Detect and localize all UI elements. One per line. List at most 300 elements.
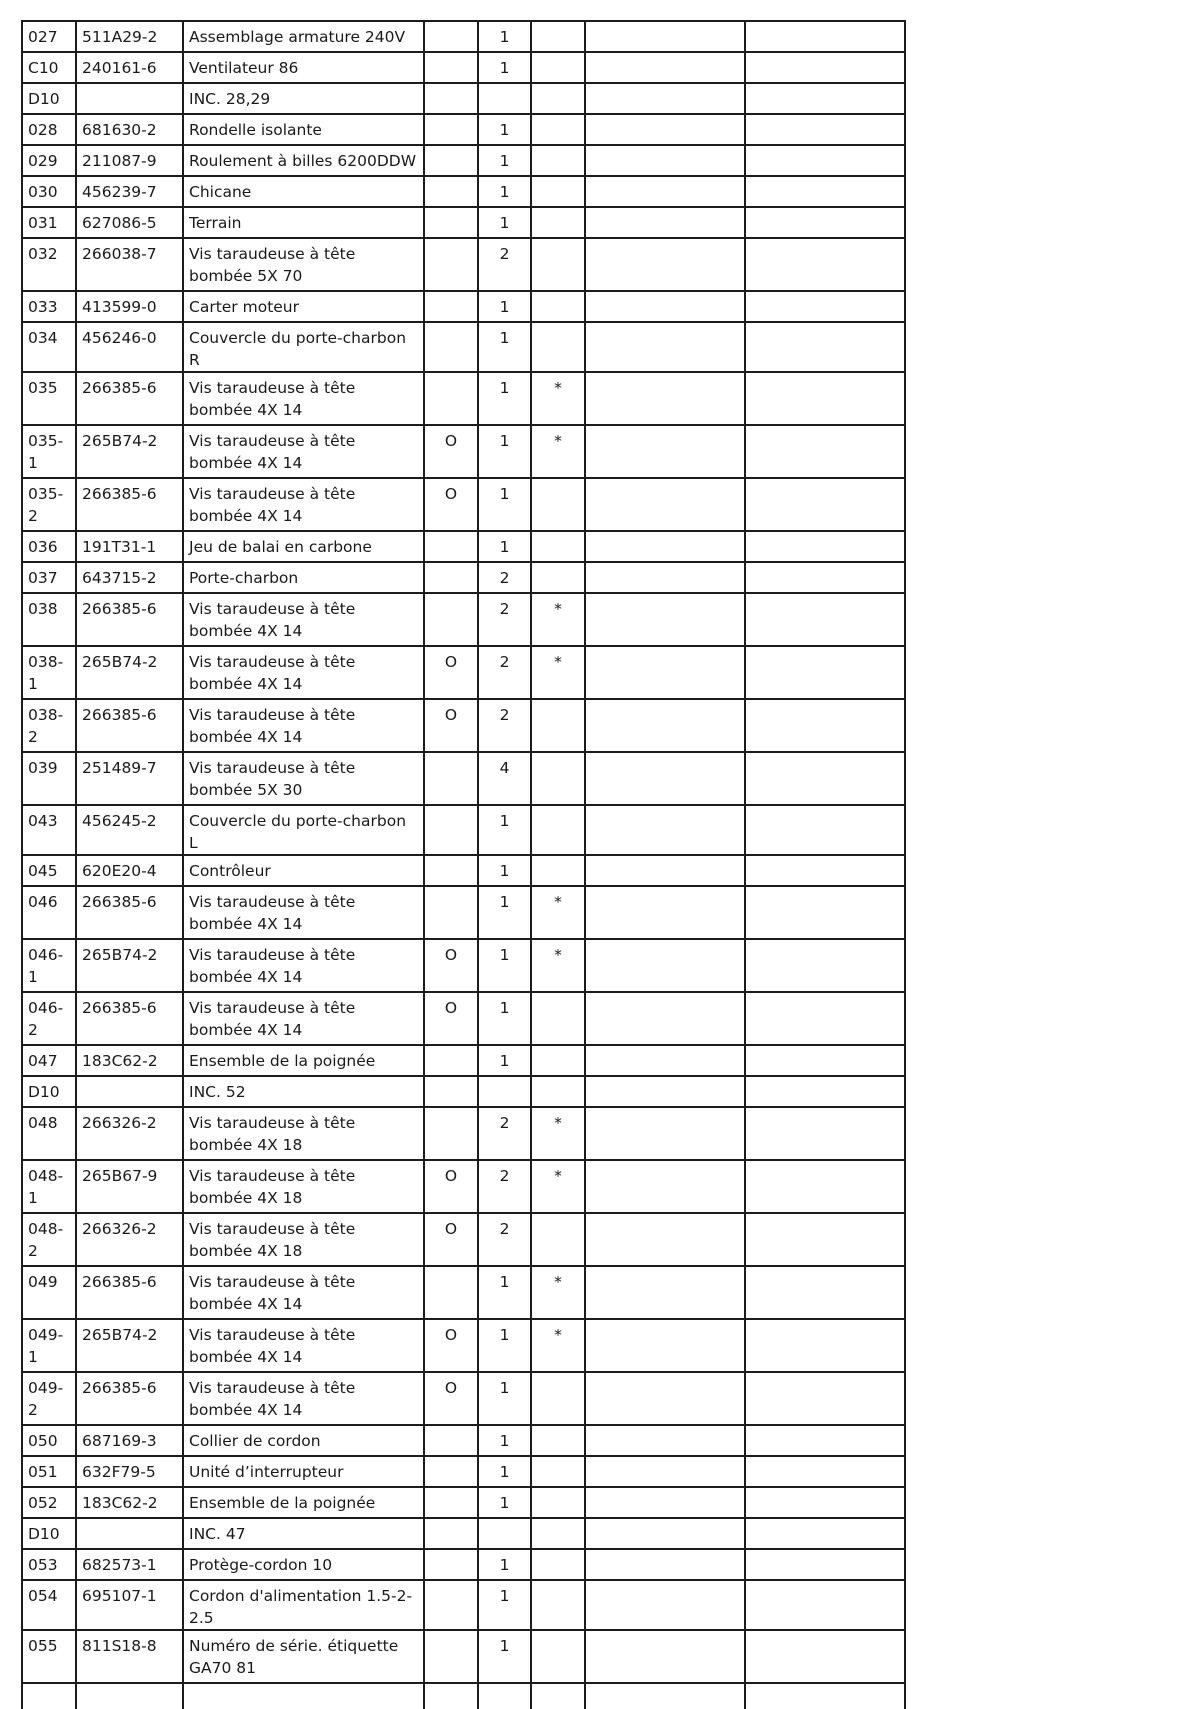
quantity-cell: 1	[478, 322, 531, 372]
empty-cell	[22, 1683, 76, 1709]
note-mark-cell	[531, 1630, 585, 1683]
empty-cell	[745, 593, 905, 646]
note-mark-cell	[531, 176, 585, 207]
table-row	[22, 1425, 905, 1456]
note-mark-cell	[531, 238, 585, 291]
empty-cell	[585, 322, 745, 372]
option-cell	[424, 805, 478, 855]
item-number-cell: 049-2	[22, 1372, 76, 1425]
quantity-cell: 1	[478, 291, 531, 322]
empty-cell	[585, 1076, 745, 1107]
table-row	[22, 593, 905, 646]
cut-off-row	[22, 1683, 905, 1709]
quantity-cell: 1	[478, 805, 531, 855]
option-cell: O	[424, 646, 478, 699]
description-cell: Vis taraudeuse à tête bombée 4X 18	[183, 1213, 424, 1266]
part-number-cell: 183C62-2	[76, 1487, 183, 1518]
empty-cell	[745, 1266, 905, 1319]
part-number-cell: 191T31-1	[76, 531, 183, 562]
part-number-cell: 266385-6	[76, 886, 183, 939]
quantity-cell: 1	[478, 1630, 531, 1683]
quantity-cell: 1	[478, 886, 531, 939]
quantity-cell: 2	[478, 238, 531, 291]
empty-cell	[478, 1683, 531, 1709]
table-row	[22, 207, 905, 238]
item-number-cell: 050	[22, 1425, 76, 1456]
note-mark-cell	[531, 145, 585, 176]
quantity-cell: 1	[478, 21, 531, 52]
description-cell: Ensemble de la poignée	[183, 1045, 424, 1076]
quantity-cell: 1	[478, 1580, 531, 1630]
empty-cell	[585, 425, 745, 478]
empty-cell	[585, 1425, 745, 1456]
empty-cell	[585, 207, 745, 238]
table-row	[22, 1319, 905, 1372]
note-mark-cell	[531, 21, 585, 52]
option-cell: O	[424, 699, 478, 752]
quantity-cell: 1	[478, 1045, 531, 1076]
note-mark-cell	[531, 992, 585, 1045]
table-row	[22, 52, 905, 83]
quantity-cell	[478, 1518, 531, 1549]
note-mark-cell	[531, 1487, 585, 1518]
empty-cell	[585, 176, 745, 207]
table-row	[22, 1487, 905, 1518]
note-mark-cell	[531, 1518, 585, 1549]
description-cell: Vis taraudeuse à tête bombée 4X 14	[183, 939, 424, 992]
quantity-cell: 2	[478, 646, 531, 699]
quantity-cell: 2	[478, 1107, 531, 1160]
item-number-cell: 047	[22, 1045, 76, 1076]
empty-cell	[745, 207, 905, 238]
empty-cell	[585, 1107, 745, 1160]
empty-cell	[745, 1319, 905, 1372]
quantity-cell: 2	[478, 562, 531, 593]
table-row	[22, 1580, 905, 1630]
empty-cell	[585, 1683, 745, 1709]
option-cell	[424, 531, 478, 562]
empty-cell	[585, 145, 745, 176]
empty-cell	[585, 1456, 745, 1487]
table-row	[22, 1549, 905, 1580]
item-number-cell: 032	[22, 238, 76, 291]
table-row	[22, 1160, 905, 1213]
empty-cell	[745, 855, 905, 886]
note-mark-cell	[531, 1580, 585, 1630]
empty-cell	[745, 1372, 905, 1425]
option-cell	[424, 207, 478, 238]
description-cell: Carter moteur	[183, 291, 424, 322]
description-cell: Vis taraudeuse à tête bombée 4X 14	[183, 886, 424, 939]
description-cell: Vis taraudeuse à tête bombée 4X 14	[183, 425, 424, 478]
empty-cell	[585, 886, 745, 939]
empty-cell	[76, 1683, 183, 1709]
item-number-cell: 033	[22, 291, 76, 322]
item-number-cell: 049-1	[22, 1319, 76, 1372]
description-cell: Roulement à billes 6200DDW	[183, 145, 424, 176]
empty-cell	[585, 1580, 745, 1630]
item-number-cell: 046-1	[22, 939, 76, 992]
table-row	[22, 1107, 905, 1160]
part-number-cell: 456245-2	[76, 805, 183, 855]
note-mark-cell: *	[531, 886, 585, 939]
quantity-cell: 1	[478, 1487, 531, 1518]
item-number-cell: 043	[22, 805, 76, 855]
description-cell: Ensemble de la poignée	[183, 1487, 424, 1518]
option-cell: O	[424, 1213, 478, 1266]
option-cell: O	[424, 939, 478, 992]
part-number-cell: 413599-0	[76, 291, 183, 322]
note-mark-cell	[531, 291, 585, 322]
note-mark-cell	[531, 207, 585, 238]
option-cell	[424, 1425, 478, 1456]
part-number-cell: 266385-6	[76, 699, 183, 752]
item-number-cell: 046-2	[22, 992, 76, 1045]
quantity-cell: 2	[478, 593, 531, 646]
part-number-cell: 251489-7	[76, 752, 183, 805]
part-number-cell: 681630-2	[76, 114, 183, 145]
quantity-cell: 4	[478, 752, 531, 805]
part-number-cell: 620E20-4	[76, 855, 183, 886]
item-number-cell: 039	[22, 752, 76, 805]
note-mark-cell	[531, 562, 585, 593]
table-row	[22, 1456, 905, 1487]
part-number-cell	[76, 1518, 183, 1549]
table-row	[22, 1518, 905, 1549]
parts-table-body	[22, 21, 905, 1709]
empty-cell	[745, 83, 905, 114]
quantity-cell: 1	[478, 1266, 531, 1319]
item-number-cell: 029	[22, 145, 76, 176]
empty-cell	[745, 1160, 905, 1213]
part-number-cell: 265B74-2	[76, 425, 183, 478]
empty-cell	[585, 238, 745, 291]
empty-cell	[585, 1213, 745, 1266]
table-row	[22, 805, 905, 855]
part-number-cell: 632F79-5	[76, 1456, 183, 1487]
note-mark-cell: *	[531, 1319, 585, 1372]
empty-cell	[745, 176, 905, 207]
empty-cell	[745, 939, 905, 992]
description-cell: Vis taraudeuse à tête bombée 4X 18	[183, 1107, 424, 1160]
quantity-cell: 1	[478, 425, 531, 478]
empty-cell	[745, 1213, 905, 1266]
note-mark-cell	[531, 1549, 585, 1580]
description-cell: Unité d’interrupteur	[183, 1456, 424, 1487]
part-number-cell: 456239-7	[76, 176, 183, 207]
table-row	[22, 176, 905, 207]
option-cell	[424, 1580, 478, 1630]
parts-list	[21, 20, 906, 1709]
empty-cell	[745, 699, 905, 752]
part-number-cell: 266326-2	[76, 1107, 183, 1160]
description-cell: Numéro de série. étiquette GA70 81	[183, 1630, 424, 1683]
empty-cell	[585, 83, 745, 114]
empty-cell	[585, 21, 745, 52]
table-row	[22, 1213, 905, 1266]
description-cell: Vis taraudeuse à tête bombée 4X 14	[183, 646, 424, 699]
option-cell	[424, 1107, 478, 1160]
part-number-cell: 682573-1	[76, 1549, 183, 1580]
option-cell	[424, 1549, 478, 1580]
option-cell	[424, 114, 478, 145]
note-mark-cell	[531, 855, 585, 886]
empty-cell	[745, 1045, 905, 1076]
option-cell	[424, 1045, 478, 1076]
item-number-cell: 046	[22, 886, 76, 939]
empty-cell	[745, 291, 905, 322]
option-cell: O	[424, 1372, 478, 1425]
empty-cell	[745, 1107, 905, 1160]
empty-cell	[745, 886, 905, 939]
item-number-cell: 038-2	[22, 699, 76, 752]
item-number-cell: 036	[22, 531, 76, 562]
empty-cell	[531, 1683, 585, 1709]
option-cell	[424, 752, 478, 805]
option-cell	[424, 21, 478, 52]
description-cell: Collier de cordon	[183, 1425, 424, 1456]
note-mark-cell	[531, 1456, 585, 1487]
description-cell: Chicane	[183, 176, 424, 207]
part-number-cell: 240161-6	[76, 52, 183, 83]
empty-cell	[585, 1630, 745, 1683]
empty-cell	[585, 699, 745, 752]
part-number-cell: 811S18-8	[76, 1630, 183, 1683]
item-number-cell: 052	[22, 1487, 76, 1518]
item-number-cell: 037	[22, 562, 76, 593]
item-number-cell: D10	[22, 83, 76, 114]
empty-cell	[745, 478, 905, 531]
part-number-cell: 687169-3	[76, 1425, 183, 1456]
item-number-cell: 035	[22, 372, 76, 425]
empty-cell	[745, 1487, 905, 1518]
note-mark-cell	[531, 805, 585, 855]
part-number-cell: 265B74-2	[76, 1319, 183, 1372]
option-cell	[424, 1266, 478, 1319]
table-row	[22, 1076, 905, 1107]
quantity-cell: 1	[478, 992, 531, 1045]
option-cell	[424, 145, 478, 176]
empty-cell	[745, 752, 905, 805]
quantity-cell: 1	[478, 1549, 531, 1580]
note-mark-cell: *	[531, 646, 585, 699]
part-number-cell: 266385-6	[76, 1372, 183, 1425]
note-mark-cell	[531, 478, 585, 531]
part-number-cell: 695107-1	[76, 1580, 183, 1630]
option-cell	[424, 83, 478, 114]
empty-cell	[745, 646, 905, 699]
note-mark-cell	[531, 1425, 585, 1456]
note-mark-cell: *	[531, 425, 585, 478]
quantity-cell: 1	[478, 372, 531, 425]
option-cell: O	[424, 478, 478, 531]
table-row	[22, 322, 905, 372]
description-cell: Vis taraudeuse à tête bombée 4X 14	[183, 1372, 424, 1425]
note-mark-cell	[531, 1213, 585, 1266]
option-cell	[424, 886, 478, 939]
quantity-cell: 1	[478, 1425, 531, 1456]
empty-cell	[585, 1266, 745, 1319]
note-mark-cell: *	[531, 593, 585, 646]
part-number-cell: 211087-9	[76, 145, 183, 176]
description-cell: Vis taraudeuse à tête bombée 4X 14	[183, 992, 424, 1045]
description-cell: Vis taraudeuse à tête bombée 4X 18	[183, 1160, 424, 1213]
option-cell	[424, 238, 478, 291]
option-cell: O	[424, 1319, 478, 1372]
empty-cell	[585, 52, 745, 83]
part-number-cell: 643715-2	[76, 562, 183, 593]
part-number-cell	[76, 1076, 183, 1107]
description-cell: Porte-charbon	[183, 562, 424, 593]
note-mark-cell: *	[531, 1107, 585, 1160]
part-number-cell: 265B67-9	[76, 1160, 183, 1213]
empty-cell	[745, 1076, 905, 1107]
item-number-cell: 051	[22, 1456, 76, 1487]
description-cell: Jeu de balai en carbone	[183, 531, 424, 562]
part-number-cell: 266385-6	[76, 1266, 183, 1319]
part-number-cell: 265B74-2	[76, 646, 183, 699]
option-cell: O	[424, 425, 478, 478]
description-cell: Vis taraudeuse à tête bombée 4X 14	[183, 1266, 424, 1319]
item-number-cell: 038	[22, 593, 76, 646]
description-cell: INC. 52	[183, 1076, 424, 1107]
empty-cell	[745, 1580, 905, 1630]
note-mark-cell	[531, 52, 585, 83]
description-cell: Rondelle isolante	[183, 114, 424, 145]
item-number-cell: 054	[22, 1580, 76, 1630]
empty-cell	[745, 1630, 905, 1683]
empty-cell	[585, 646, 745, 699]
empty-cell	[585, 593, 745, 646]
empty-cell	[745, 992, 905, 1045]
description-cell: Contrôleur	[183, 855, 424, 886]
item-number-cell: 053	[22, 1549, 76, 1580]
quantity-cell	[478, 1076, 531, 1107]
empty-cell	[424, 1683, 478, 1709]
item-number-cell: 034	[22, 322, 76, 372]
table-row	[22, 1630, 905, 1683]
option-cell: O	[424, 992, 478, 1045]
table-row	[22, 372, 905, 425]
item-number-cell: 055	[22, 1630, 76, 1683]
part-number-cell: 183C62-2	[76, 1045, 183, 1076]
note-mark-cell: *	[531, 1160, 585, 1213]
item-number-cell: 030	[22, 176, 76, 207]
option-cell	[424, 176, 478, 207]
parts-table	[21, 20, 906, 1709]
option-cell	[424, 1518, 478, 1549]
empty-cell	[745, 805, 905, 855]
note-mark-cell: *	[531, 1266, 585, 1319]
quantity-cell: 2	[478, 1160, 531, 1213]
part-number-cell: 265B74-2	[76, 939, 183, 992]
note-mark-cell	[531, 114, 585, 145]
table-row	[22, 238, 905, 291]
empty-cell	[585, 752, 745, 805]
empty-cell	[585, 1518, 745, 1549]
note-mark-cell	[531, 1076, 585, 1107]
empty-cell	[745, 562, 905, 593]
table-row	[22, 886, 905, 939]
empty-cell	[745, 1683, 905, 1709]
table-row	[22, 291, 905, 322]
description-cell: Terrain	[183, 207, 424, 238]
quantity-cell: 1	[478, 1456, 531, 1487]
note-mark-cell: *	[531, 372, 585, 425]
description-cell: Cordon d'alimentation 1.5-2-2.5	[183, 1580, 424, 1630]
option-cell	[424, 1487, 478, 1518]
quantity-cell: 1	[478, 1319, 531, 1372]
empty-cell	[585, 1372, 745, 1425]
option-cell	[424, 1076, 478, 1107]
item-number-cell: D10	[22, 1076, 76, 1107]
description-cell: Couvercle du porte-charbon L	[183, 805, 424, 855]
note-mark-cell	[531, 322, 585, 372]
table-row	[22, 1372, 905, 1425]
empty-cell	[585, 114, 745, 145]
description-cell: Vis taraudeuse à tête bombée 4X 14	[183, 699, 424, 752]
table-row	[22, 646, 905, 699]
table-row	[22, 939, 905, 992]
item-number-cell: 049	[22, 1266, 76, 1319]
quantity-cell: 1	[478, 145, 531, 176]
empty-cell	[585, 1160, 745, 1213]
description-cell: Assemblage armature 240V	[183, 21, 424, 52]
option-cell: O	[424, 1160, 478, 1213]
option-cell	[424, 593, 478, 646]
table-row	[22, 21, 905, 52]
description-cell: INC. 28,29	[183, 83, 424, 114]
part-number-cell: 511A29-2	[76, 21, 183, 52]
empty-cell	[585, 1487, 745, 1518]
item-number-cell: 045	[22, 855, 76, 886]
quantity-cell: 1	[478, 114, 531, 145]
table-row	[22, 1045, 905, 1076]
empty-cell	[745, 21, 905, 52]
empty-cell	[745, 1549, 905, 1580]
empty-cell	[585, 939, 745, 992]
quantity-cell: 1	[478, 531, 531, 562]
note-mark-cell	[531, 1372, 585, 1425]
empty-cell	[745, 1456, 905, 1487]
item-number-cell: 031	[22, 207, 76, 238]
quantity-cell: 1	[478, 1372, 531, 1425]
empty-cell	[585, 992, 745, 1045]
note-mark-cell	[531, 752, 585, 805]
empty-cell	[585, 1045, 745, 1076]
option-cell	[424, 855, 478, 886]
table-row	[22, 992, 905, 1045]
empty-cell	[745, 425, 905, 478]
note-mark-cell	[531, 83, 585, 114]
quantity-cell: 1	[478, 52, 531, 83]
option-cell	[424, 372, 478, 425]
description-cell: Couvercle du porte-charbon R	[183, 322, 424, 372]
description-cell: Protège-cordon 10	[183, 1549, 424, 1580]
item-number-cell: 048	[22, 1107, 76, 1160]
table-row	[22, 114, 905, 145]
item-number-cell: D10	[22, 1518, 76, 1549]
item-number-cell: C10	[22, 52, 76, 83]
quantity-cell: 1	[478, 478, 531, 531]
empty-cell	[745, 531, 905, 562]
quantity-cell: 2	[478, 1213, 531, 1266]
table-row	[22, 531, 905, 562]
empty-cell	[585, 562, 745, 593]
item-number-cell: 048-2	[22, 1213, 76, 1266]
description-cell: Vis taraudeuse à tête bombée 4X 14	[183, 478, 424, 531]
empty-cell	[585, 1549, 745, 1580]
